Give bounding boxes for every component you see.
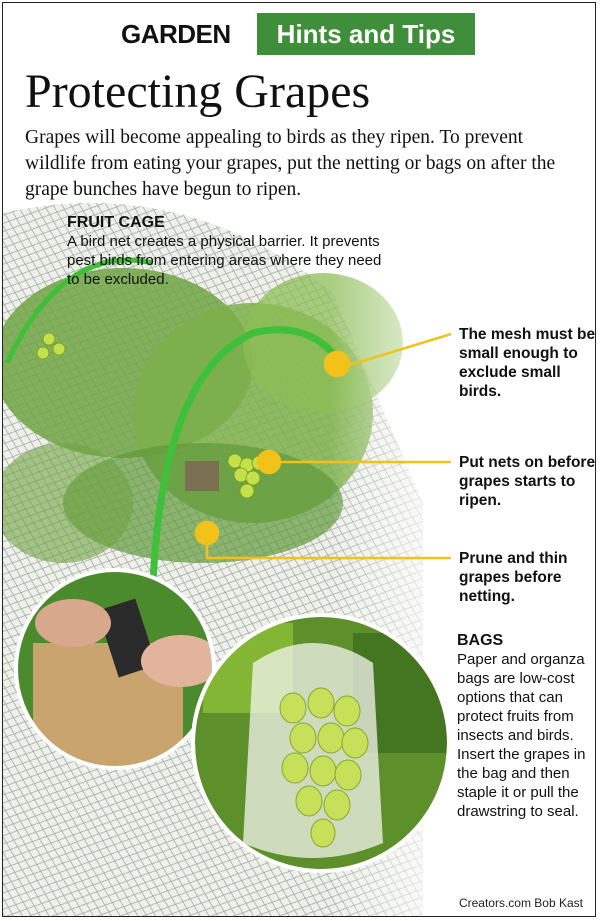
series-label: Hints and Tips xyxy=(257,13,475,55)
infographic xyxy=(2,2,596,917)
bags-body: Paper and organza bags are low-cost options that can protect fruits from insects and birds. Insert the grapes in the bag and then staple it or pull the drawstring to seal. xyxy=(457,651,586,820)
bags-heading: BAGS xyxy=(457,632,504,649)
intro-text: Grapes will become appealing to birds as they ripen. To prevent wildlife from eating your grapes, put the netting or bags on after the grape bunches have begun to ripen. xyxy=(25,127,556,200)
header-banner xyxy=(3,3,595,63)
callout-timing: Put nets on before grapes starts to ripen. xyxy=(459,454,596,509)
fruit-cage-section xyxy=(67,213,387,289)
section-label: GARDEN xyxy=(121,19,231,49)
callout-mesh: The mesh must be small enough to exclude small birds. xyxy=(459,326,596,400)
credit-line: Creators.com Bob Kast xyxy=(458,896,583,910)
fruit-cage-heading: FRUIT CAGE xyxy=(67,214,165,231)
page-title: Protecting Grapes xyxy=(25,65,371,118)
callout-prune: Prune and thin grapes before netting. xyxy=(459,550,568,605)
bags-section xyxy=(457,631,596,821)
fruit-cage-body: A bird net creates a physical barrier. It prevents pest birds from entering areas where they need to be excluded. xyxy=(67,233,382,288)
